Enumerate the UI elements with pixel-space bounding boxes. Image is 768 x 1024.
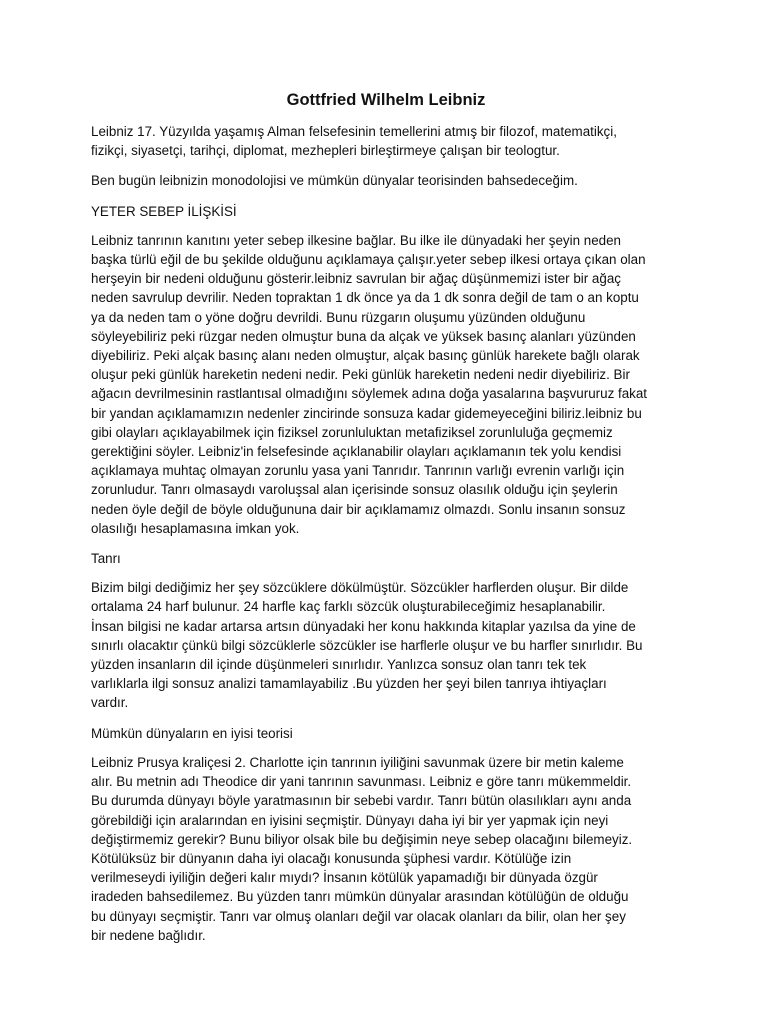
text-line: alır. Bu metnin adı Theodice dir yani tanrının savunması. Leibniz e göre tanrı mükemmeldir.: [91, 774, 632, 790]
text-line: varlıklarla ilgi sonsuz analizi tamamlayabiliz .Bu yüzden her şeyi bilen tanrıya ihtiyaçları: [91, 676, 607, 692]
section-heading-tanri: [91, 549, 681, 568]
text-line: neden savrulup devrilir. Neden topraktan 1 dk önce ya da 1 dk sonra değil de tam o an koptu: [91, 290, 639, 306]
text-line: iradeden bahsedilemez. Bu yüzden tanrı mümkün dünyalar arasından kötülüğün de olduğu: [91, 889, 629, 905]
text-line: zorunludur. Tanrı olmasaydı varoluşsal alan içerisinde sonsuz olasılık olduğu için şeylerin: [91, 482, 618, 498]
text-line: oluşur peki günlük hareketin nedeni nedir. Peki günlük hareketin nedeni nedir diyebiliriz. Bir: [91, 367, 630, 383]
text-line: fizikçi, siyasetçi, tarihçi, diplomat, mezhepleri birleştirmeye çalışan bir teologtur.: [91, 143, 560, 159]
text-line: İnsan bilgisi ne kadar artarsa artsın dünyadaki her konu hakkında kitaplar yazılsa da yine de: [91, 618, 636, 634]
heading-text: Tanrı: [91, 551, 121, 567]
text-line: olasılığı hesaplamasına imkan yok.: [91, 520, 300, 536]
text-line: diyebiliriz. Peki alçak basınç alanı neden olmuştur, alçak basınç günlük harekete bağlı olarak: [91, 348, 640, 364]
section-heading-mumkun-dunyalar: [91, 724, 681, 743]
text-line: Leibniz 17. Yüzyılda yaşamış Alman felsefesinin temellerini atmış bir filozof, matematikçi,: [91, 124, 617, 139]
text-line: değiştirmemiz gerekir? Bunu biliyor olsak bile bu değişimin neye sebep olacağını bilemeyiz.: [91, 831, 633, 847]
section-body-yeter-sebep: [91, 231, 681, 538]
text-line: sınırlı olacaktır çünkü bilgi sözcüklerle sözcükler ise harflerle oluşur ve bu harfler sınırlıdır. Bu: [91, 637, 643, 653]
text-line: açıklamaya muhtaç olmayan zorunlu yasa yani Tanrıdır. Tanrının varlığı evrenin varlığı için: [91, 463, 625, 479]
heading-text: Mümkün dünyaların en iyisi teorisi: [91, 725, 293, 741]
heading-text: YETER SEBEP İLİŞKİSİ: [91, 203, 237, 219]
text-line: Kötülüksüz bir dünyanın daha iyi olacağı konusunda şüphesi vardır. Kötülüğe izin: [91, 850, 572, 866]
text-line: bir yandan açıklamamızın nedenler zincirinde sonsuza kadar gidemeyeceğini biliriz.leibniz bu: [91, 405, 642, 421]
text-line: Bizim bilgi dediğimiz her şey sözcüklere dökülmüştür. Sözcükler harflerden oluşur. Bir dilde: [91, 580, 629, 596]
text-line: gibi olayları açıklayabilmek için fiziksel zorunluluktan metafiziksel zorunluluğa geçmemiz: [91, 424, 613, 440]
intro-paragraph: [91, 122, 681, 160]
text-line: herşeyin bir nedeni olduğunu gösterir.leibniz savrulan bir ağaç düşünmemizi ister bir ağaç: [91, 271, 621, 287]
text-line: yüzden insanların dil içinde düşünmeleri sınırlıdır. Yanlızca sonsuz olan tanrı tek tek: [91, 657, 587, 673]
text-line: bu dünyayı seçmiştir. Tanrı var olmuş olanları değil var olacak olanları da bilir, olan her şey: [91, 908, 626, 924]
text-line: verilmeseydi iyiliğin değeri kalır mıydı? İnsanın kötülük yapamadığı bir dünyada özgür: [91, 870, 598, 886]
text-line: gerektiğini söyler. Leibniz'in felsefesinde açıklanabilir olayları açıklamanın tek yolu kendisi: [91, 444, 622, 460]
section-heading-yeter-sebep: [91, 202, 681, 221]
text-line: ortalama 24 harf bulunur. 24 harfle kaç farklı sözcük oluşturabileceğimiz hesaplanabilir.: [91, 599, 606, 615]
text-line: ya da neden tam o yöne doğru devrildi. Bunu rüzgarın oluşumu yüzünden olduğunu: [91, 309, 586, 325]
text-line: ağacın devrilmesinin rastlantısal olmadığını söylemek adına doğa yasalarına başvururuz fakat: [91, 386, 648, 402]
document-page: [91, 84, 681, 956]
text-line: Leibniz Prusya kraliçesi 2. Charlotte için tanrının iyiliğini savunmak üzere bir metin kaleme: [91, 754, 624, 770]
document-title: Gottfried Wilhelm Leibniz: [286, 91, 486, 109]
text-line: bir nedene bağlıdır.: [91, 927, 206, 943]
text-line: başka türlü eğil de bu şekilde olduğunu açıklamaya çalışır.yeter sebep ilkesi ortaya çıkan olan: [91, 252, 646, 268]
section-body-tanri: [91, 578, 681, 712]
text-line: vardır.: [91, 695, 129, 711]
text-line: söyleyebiliriz peki rüzgar neden olmuştur buna da alçak ve yüksek basınç alanları yüzünden: [91, 328, 636, 344]
text-line: Ben bugün leibnizin monodolojisi ve mümkün dünyalar teorisinden bahsedeceğim.: [91, 173, 578, 189]
text-line: görebildiği için aralarından en iyisini seçmiştir. Dünyayı daha iyi bir yer yapmak için neyi: [91, 812, 609, 828]
text-line: Leibniz tanrının kanıtını yeter sebep ilkesine bağlar. Bu ilke ile dünyadaki her şeyin neden: [91, 232, 622, 248]
section-body-mumkun-dunyalar: [91, 753, 681, 945]
text-line: neden öyle değil de böyle olduğununa dair bir açıklamamız olmazdı. Sonlu insanın sonsuz: [91, 501, 626, 517]
purpose-paragraph: [91, 171, 681, 190]
text-line: Bu durumda dünyayı böyle yaratmasının bir sebebi vardır. Tanrı bütün olasılıkları aynı anda: [91, 793, 632, 809]
